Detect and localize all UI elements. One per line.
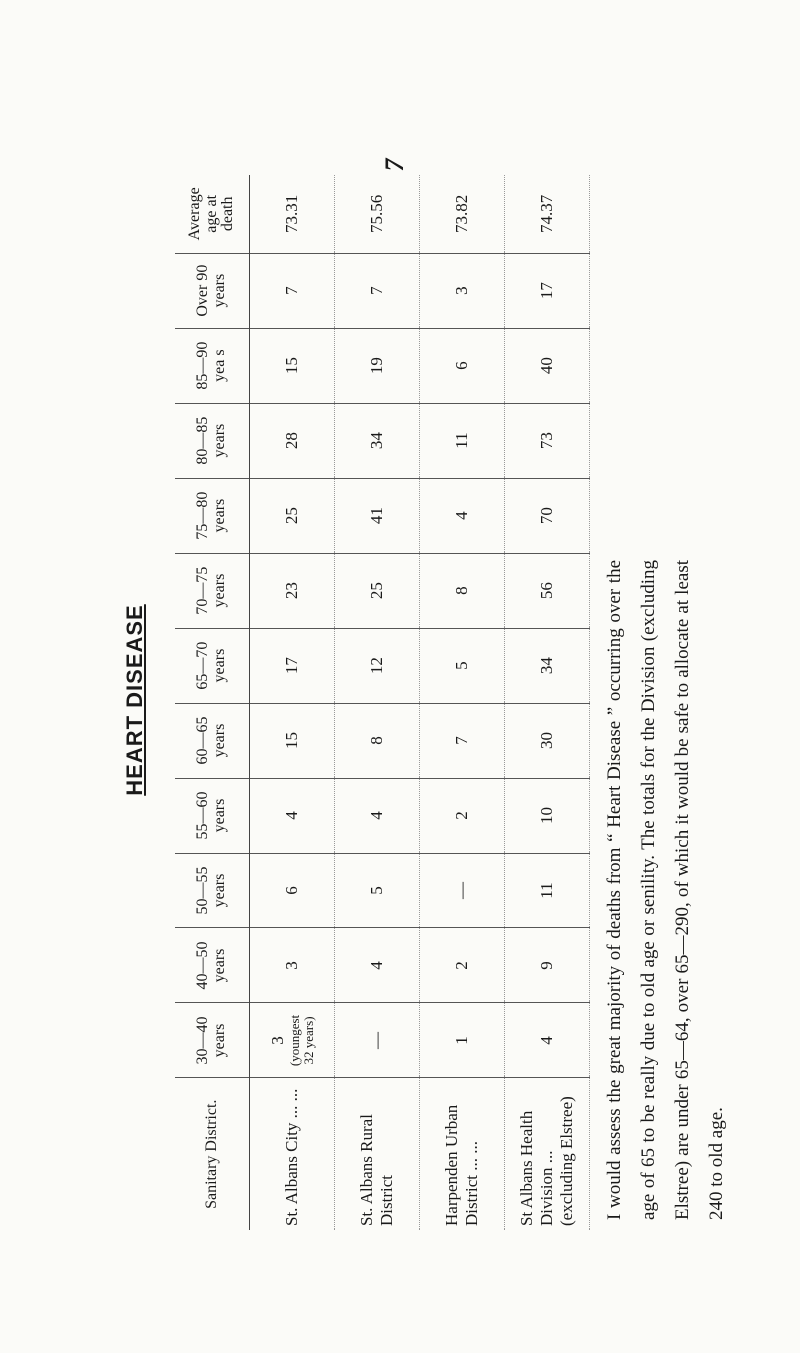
table-header-row: [175, 175, 250, 1230]
column-header: Over 90 years: [175, 253, 250, 328]
cell-note: (youngest 32 years): [287, 1014, 316, 1067]
table-cell: 25: [250, 478, 335, 553]
table-cell: 6: [250, 853, 335, 928]
table-cell: 7: [420, 703, 505, 778]
table-cell: 5: [335, 853, 420, 928]
district-name: St. Albans Rural District: [357, 1114, 396, 1226]
table-cell: [420, 1003, 505, 1078]
table-cell: 34: [505, 628, 590, 703]
table-cell: 3: [250, 928, 335, 1003]
table-cell: 19: [335, 328, 420, 403]
table-cell: —: [420, 853, 505, 928]
district-name: St. Albans City ... ...: [282, 1088, 301, 1226]
cell-value: 4: [537, 1036, 556, 1045]
table-cell: 40: [505, 328, 590, 403]
district-name: St Albans Health Division ... (excluding Elstree): [517, 1096, 576, 1226]
cell-value: 3: [268, 1036, 288, 1045]
heart-disease-table: [175, 175, 590, 1230]
average-age-cell: 75.56: [335, 175, 420, 253]
table-cell: 2: [420, 928, 505, 1003]
table-cell: 2: [420, 778, 505, 853]
table-cell: [505, 1003, 590, 1078]
table-cell: 10: [505, 778, 590, 853]
page-number: 7: [380, 158, 409, 172]
table-row: [505, 175, 590, 1230]
table-cell: 15: [250, 328, 335, 403]
table-cell: 4: [250, 778, 335, 853]
table-cell: 30: [505, 703, 590, 778]
column-header: 85—90 yea s: [175, 328, 250, 403]
page-heading: HEART DISEASE: [122, 604, 147, 796]
table-cell: 9: [505, 928, 590, 1003]
table-cell: 4: [335, 928, 420, 1003]
column-header: Average age at death: [175, 175, 250, 253]
average-age-cell: 74.37: [505, 175, 590, 253]
column-header: 80—85 years: [175, 403, 250, 478]
column-header: 60—65 years: [175, 703, 250, 778]
table-row: [250, 175, 335, 1230]
column-header: 50—55 years: [175, 853, 250, 928]
column-header: 30—40 years: [175, 1003, 250, 1078]
table-cell: 15: [250, 703, 335, 778]
table-cell: 17: [250, 628, 335, 703]
table-cell: 56: [505, 553, 590, 628]
table-cell: 11: [505, 853, 590, 928]
heading-container: [105, 604, 165, 796]
cell-value: —: [367, 1031, 386, 1049]
table-cell: 28: [250, 403, 335, 478]
table-cell: 7: [335, 253, 420, 328]
table-cell: 73: [505, 403, 590, 478]
table-cell: 8: [420, 553, 505, 628]
average-age-cell: 73.82: [420, 175, 505, 253]
table-cell: [335, 1003, 420, 1078]
average-age-cell: 73.31: [250, 175, 335, 253]
table-cell: 11: [420, 403, 505, 478]
cell-value: 1: [452, 1036, 471, 1045]
table-cell: 3: [420, 253, 505, 328]
table-cell: 8: [335, 703, 420, 778]
table-cell: [250, 1003, 335, 1078]
table-cell: 5: [420, 628, 505, 703]
column-header: 70—75 years: [175, 553, 250, 628]
table-cell: 17: [505, 253, 590, 328]
column-header: 40—50 years: [175, 928, 250, 1003]
table-cell: 41: [335, 478, 420, 553]
column-header: 55—60 years: [175, 778, 250, 853]
table-cell: 25: [335, 553, 420, 628]
table-cell: 34: [335, 403, 420, 478]
table-cell: 70: [505, 478, 590, 553]
footnote-container: [598, 560, 738, 1220]
table-container: [175, 175, 576, 1230]
table-cell: 4: [335, 778, 420, 853]
column-header: 75—80 years: [175, 478, 250, 553]
column-header: 65—70 years: [175, 628, 250, 703]
table-cell: 7: [250, 253, 335, 328]
table-row: [335, 175, 420, 1230]
district-name: Harpenden Urban District ... ...: [442, 1104, 481, 1226]
table-cell: 12: [335, 628, 420, 703]
column-header: Sanitary District.: [175, 1078, 250, 1230]
table-cell: 23: [250, 553, 335, 628]
table-rotator: [175, 175, 576, 1230]
table-row: [420, 175, 505, 1230]
footnote-paragraph: I would assess the great majority of deaths from “ Heart Disease ” occurring over the age of 65 to be really due to old age or senility. The totals for the Division (excluding Elstree) are under 65—64, over 65—290, of which it would be safe to allocate at least 240 to old age.: [604, 560, 727, 1220]
table-cell: 6: [420, 328, 505, 403]
table-cell: 4: [420, 478, 505, 553]
